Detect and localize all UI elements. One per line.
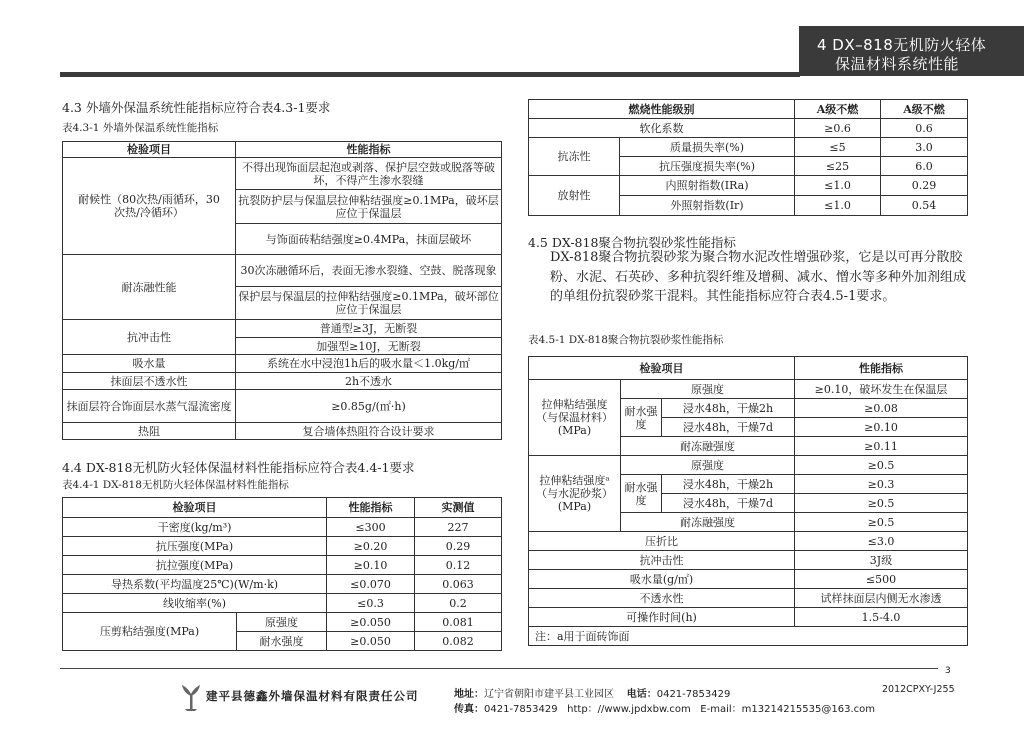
contact-line-2 xyxy=(454,700,875,715)
row-weather-c: 与饰面砖粘结强度≥0.4MPa，抹面层破坏 xyxy=(236,224,502,255)
table-4-5-1-caption: 表4.5-1 DX-818聚合物抗裂砂浆性能指标 xyxy=(528,334,724,346)
footer-rule xyxy=(60,668,938,669)
fire-rating-value: A级不燃 xyxy=(881,100,968,119)
table-row-value: 227 xyxy=(415,518,502,537)
frost-spec: ≤25 xyxy=(795,157,881,176)
water-strength-label: 耐水强度 xyxy=(621,399,662,437)
soak-7d-label: 浸水48h，干燥7d xyxy=(662,418,795,437)
table-row-value: 0.2 xyxy=(415,594,502,613)
table-row-item: 抗拉强度(MPa) xyxy=(63,556,327,575)
company-name: 建平县德鑫外墙保温材料有限责任公司 xyxy=(206,689,419,703)
absorb-value: ≤500 xyxy=(795,570,968,589)
table-row-spec: ≤0.3 xyxy=(327,594,415,613)
soak-7d-label: 浸水48h，干燥7d xyxy=(662,494,795,513)
row-vapor-item: 抹面层符合饰面层水蒸气湿流密度 xyxy=(63,390,236,423)
table-header: 检验项目 xyxy=(63,498,327,518)
table-row-value: 0.063 xyxy=(415,575,502,594)
shear-sub: 原强度 xyxy=(237,613,327,632)
bond-mortar-item: 拉伸粘结强度ᵃ（与水泥砂浆）(MPa) xyxy=(529,456,621,532)
phone-label: 电话： xyxy=(626,689,657,700)
freeze-strength-label: 耐冻融强度 xyxy=(621,513,795,532)
shear-item: 压剪粘结强度(MPa) xyxy=(63,613,237,651)
fax: 0421-7853429 xyxy=(484,704,558,715)
table-row-value: 0.12 xyxy=(415,556,502,575)
table-header: 检验项目 xyxy=(63,142,236,158)
impact-value: 3J级 xyxy=(795,551,968,570)
header-rule xyxy=(60,72,800,77)
radiation-item: 放射性 xyxy=(529,176,620,216)
address-label: 地址： xyxy=(454,689,484,700)
table-row-item: 线收缩率(%) xyxy=(63,594,327,613)
worktime-item: 可操作时间(h) xyxy=(529,608,795,627)
table-row-item: 导热系数(平均温度25℃)(W/m·k) xyxy=(63,575,327,594)
table-header: 性能指标 xyxy=(795,357,968,380)
water-strength-label: 耐水强度 xyxy=(621,475,662,513)
orig-strength-label: 原强度 xyxy=(621,456,795,475)
phone: 0421-7853429 xyxy=(656,689,731,700)
frost-spec: ≤5 xyxy=(795,138,881,157)
soak-2h-label: 浸水48h，干燥2h xyxy=(662,475,795,494)
softening-spec: ≥0.6 xyxy=(795,119,881,138)
row-freeze-item: 耐冻融性能 xyxy=(63,255,236,320)
row-impact-b: 加强型≥10J，无断裂 xyxy=(236,338,502,355)
table-note: 注：a用于面砖饰面 xyxy=(529,627,968,646)
bond-insulation-7d: ≥0.10 xyxy=(795,418,968,437)
fire-rating-spec: A级不燃 xyxy=(795,100,881,119)
row-vapor-val: ≥0.85g/(㎡·h) xyxy=(236,390,502,423)
shear-spec: ≥0.050 xyxy=(327,632,415,651)
fold-ratio-item: 压折比 xyxy=(529,532,795,551)
email-link[interactable]: m13214215535@163.com xyxy=(741,704,876,715)
row-freeze-b: 保护层与保温层的拉伸粘结强度≥0.1MPa，破坏部位应位于保温层 xyxy=(236,287,502,320)
website-link[interactable]: //www.jpdxbw.com xyxy=(597,704,691,715)
table-row-spec: ≤300 xyxy=(327,518,415,537)
row-absorb-val: 系统在水中浸泡1h后的吸水量＜1.0kg/㎡ xyxy=(236,355,502,373)
doc-code: 2012CPXY-J255 xyxy=(882,684,955,695)
worktime-value: 1.5-4.0 xyxy=(795,608,968,627)
softening-item: 软化系数 xyxy=(529,119,795,138)
page-number: 3 xyxy=(945,666,951,676)
radiation-spec: ≤1.0 xyxy=(795,196,881,216)
table-header: 性能指标 xyxy=(236,142,502,158)
radiation-spec: ≤1.0 xyxy=(795,176,881,196)
section-4-3-title: 4.3 外墙外保温系统性能指标应符合表4.3-1要求 xyxy=(62,100,331,115)
bond-insulation-freeze: ≥0.11 xyxy=(795,437,968,456)
section-4-5-title: 4.5 DX-818聚合物抗裂砂浆性能指标 xyxy=(528,235,736,250)
table-4-3-1 xyxy=(62,141,502,440)
bond-insulation-orig: ≥0.10，破坏发生在保温层 xyxy=(795,380,968,399)
frost-value: 3.0 xyxy=(881,138,968,157)
imperm-item: 不透水性 xyxy=(529,589,795,608)
table-header: 实测值 xyxy=(415,498,502,518)
table-4-5-1 xyxy=(528,356,968,646)
table-4-4-1-continued xyxy=(528,99,968,216)
section-4-4-title: 4.4 DX-818无机防火轻体保温材料性能指标应符合表4.4-1要求 xyxy=(62,460,415,475)
table-row-item: 抗压强度(MPa) xyxy=(63,537,327,556)
fold-ratio-value: ≤3.0 xyxy=(795,532,968,551)
table-row-spec: ≥0.10 xyxy=(327,556,415,575)
table-header: 性能指标 xyxy=(327,498,415,518)
section-4-5-paragraph: DX-818聚合物抗裂砂浆为聚合物水泥改性增强砂浆，它是以可再分散胶粉、水泥、石英砂、多种抗裂纤维及增稠、减水、憎水等多种外加剂组成的单组份抗裂砂浆干混料。其性能指标应符合表4.5-1要求。 xyxy=(550,250,967,304)
chapter-title-line1: 4 DX–818无机防火轻体 xyxy=(817,36,987,54)
table-row-item: 干密度(kg/m³) xyxy=(63,518,327,537)
contact-line-1 xyxy=(454,685,730,700)
table-row-spec: ≥0.20 xyxy=(327,537,415,556)
bond-mortar-orig: ≥0.5 xyxy=(795,456,968,475)
row-impact-item: 抗冲击性 xyxy=(63,320,236,355)
address: 辽宁省朝阳市建平县工业园区 xyxy=(484,689,614,700)
row-imperm-val: 2h不透水 xyxy=(236,373,502,390)
fire-rating-label: 燃烧性能级别 xyxy=(529,100,795,119)
soak-2h-label: 浸水48h，干燥2h xyxy=(662,399,795,418)
orig-strength-label: 原强度 xyxy=(621,380,795,399)
row-thermal-val: 复合墙体热阻符合设计要求 xyxy=(236,423,502,440)
chapter-title-line2: 保温材料系统性能 xyxy=(835,55,960,73)
frost-item: 抗冻性 xyxy=(529,138,620,176)
radiation-sub: 内照射指数(IRa) xyxy=(620,176,795,196)
row-impact-a: 普通型≥3J，无断裂 xyxy=(236,320,502,338)
fax-label: 传真： xyxy=(454,704,484,715)
bond-insulation-2h: ≥0.08 xyxy=(795,399,968,418)
table-4-4-1-caption: 表4.4-1 DX-818无机防火轻体保温材料性能指标 xyxy=(62,479,289,491)
freeze-strength-label: 耐冻融强度 xyxy=(621,437,795,456)
radiation-value: 0.29 xyxy=(881,176,968,196)
bond-insulation-item: 拉伸粘结强度（与保温材料）(MPa) xyxy=(529,380,621,456)
frost-value: 6.0 xyxy=(881,157,968,176)
frost-sub: 抗压强度损失率(%) xyxy=(620,157,795,176)
http-label: http： xyxy=(567,704,598,715)
table-4-3-1-caption: 表4.3-1 外墙外保温系统性能指标 xyxy=(62,122,219,134)
company-logo-icon xyxy=(180,682,202,712)
table-row-spec: ≤0.070 xyxy=(327,575,415,594)
row-weather-item: 耐候性（80次热/雨循环，30次热/冷循环） xyxy=(63,158,236,255)
row-weather-b: 抗裂防护层与保温层拉伸粘结强度≥0.1MPa，破坏层应位于保温层 xyxy=(236,190,502,224)
imperm-value: 试样抹面层内侧无水渗透 xyxy=(795,589,968,608)
bond-mortar-2h: ≥0.3 xyxy=(795,475,968,494)
table-header: 检验项目 xyxy=(529,357,795,380)
row-freeze-a: 30次冻融循环后，表面无渗水裂缝、空鼓、脱落现象 xyxy=(236,255,502,287)
row-thermal-item: 热阻 xyxy=(63,423,236,440)
shear-value: 0.081 xyxy=(415,613,502,632)
chapter-header xyxy=(799,26,1024,76)
table-4-4-1 xyxy=(62,497,502,651)
email-label: E-mail： xyxy=(700,704,742,715)
impact-item: 抗冲击性 xyxy=(529,551,795,570)
bond-mortar-7d: ≥0.5 xyxy=(795,494,968,513)
shear-value: 0.082 xyxy=(415,632,502,651)
radiation-sub: 外照射指数(Ir) xyxy=(620,196,795,216)
row-weather-a: 不得出现饰面层起泡或剥落、保护层空鼓或脱落等破坏，不得产生渗水裂缝 xyxy=(236,158,502,190)
row-imperm-item: 抹面层不透水性 xyxy=(63,373,236,390)
softening-value: 0.6 xyxy=(881,119,968,138)
frost-sub: 质量损失率(%) xyxy=(620,138,795,157)
shear-sub: 耐水强度 xyxy=(237,632,327,651)
bond-mortar-freeze: ≥0.5 xyxy=(795,513,968,532)
radiation-value: 0.54 xyxy=(881,196,968,216)
row-absorb-item: 吸水量 xyxy=(63,355,236,373)
shear-spec: ≥0.050 xyxy=(327,613,415,632)
absorb-item: 吸水量(g/㎡) xyxy=(529,570,795,589)
table-row-value: 0.29 xyxy=(415,537,502,556)
